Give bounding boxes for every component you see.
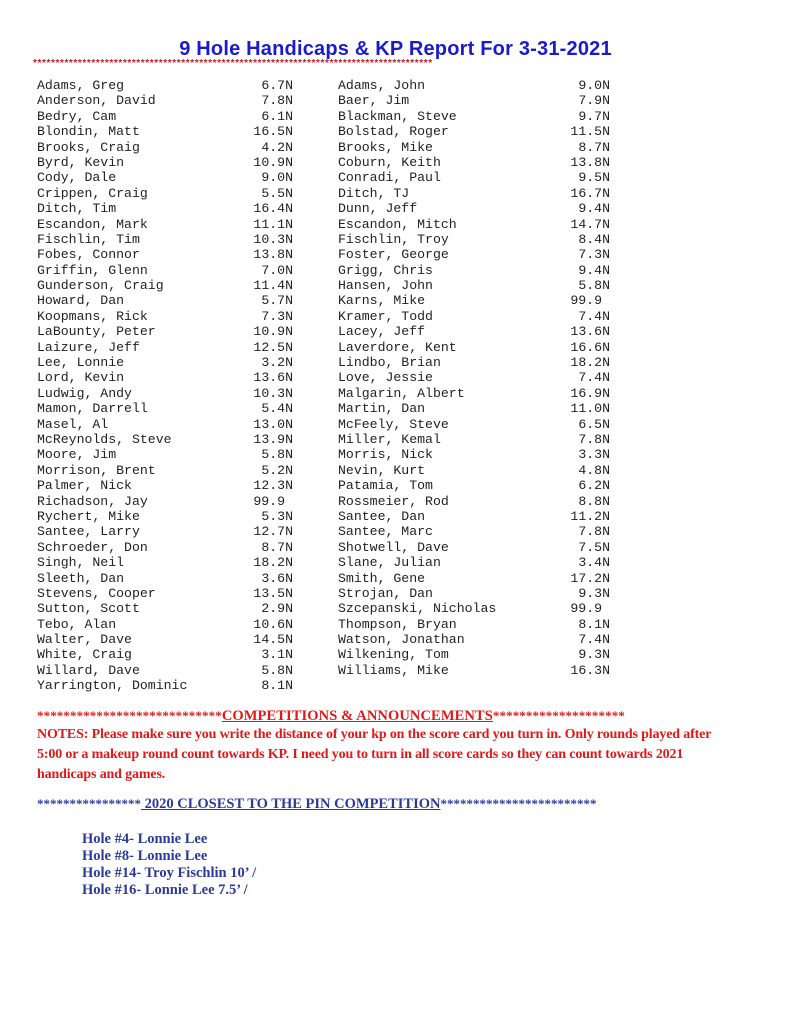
player-name: Singh, Neil [37,555,125,571]
handicap-row [37,93,293,108]
stars-before: **************** [37,796,141,811]
player-name: Byrd, Kevin [37,154,125,170]
player-name: Karns, Mike [338,293,426,309]
handicap-value: 3.3N [578,447,610,463]
handicap-value: 13.0N [253,416,293,432]
player-name: Sleeth, Dan [37,570,125,586]
handicap-value: 8.1N [261,678,293,694]
player-name: Mamon, Darrell [37,401,148,417]
player-name: LaBounty, Peter [37,324,156,340]
player-name: Cody, Dale [37,170,117,186]
player-name: Yarrington, Dominic [37,678,188,694]
player-name: Blackman, Steve [338,108,457,124]
player-name: Fischlin, Troy [338,231,449,247]
handicap-row [338,201,610,216]
handicap-value: 11.4N [253,278,293,294]
handicap-row [37,170,293,185]
player-name: Lord, Kevin [37,370,125,386]
player-name: Slane, Julian [338,555,441,571]
player-name: Lee, Lonnie [37,355,125,371]
handicap-row [37,201,293,216]
handicap-value: 14.7N [570,216,610,232]
player-name: Blondin, Matt [37,124,140,140]
handicap-row [37,540,293,555]
handicap-value: 8.7N [261,539,293,555]
handicap-value: 6.2N [578,478,610,494]
handicap-row [37,478,293,493]
player-name: Love, Jessie [338,370,433,386]
page-title: 9 Hole Handicaps & KP Report For 3-31-2021 [179,38,612,60]
handicap-value: 7.8N [261,93,293,109]
handicap-row [37,494,293,509]
handicap-value: 3.6N [261,570,293,586]
handicap-value: 99.9 [253,493,285,509]
handicap-value: 2.9N [261,601,293,617]
player-name: Morrison, Brent [37,462,156,478]
handicap-value: 99.9 [570,601,602,617]
player-name: Smith, Gene [338,570,426,586]
handicap-value: 9.0N [261,170,293,186]
handicap-value: 13.8N [253,247,293,263]
handicap-value: 16.7N [570,185,610,201]
handicap-value: 4.8N [578,462,610,478]
player-name: Crippen, Craig [37,185,148,201]
player-name: Santee, Marc [338,524,433,540]
handicap-row [37,247,293,262]
player-name: Anderson, David [37,93,156,109]
handicap-row [37,370,293,385]
handicap-value: 7.0N [261,262,293,278]
player-name: McReynolds, Steve [37,431,172,447]
handicap-row [37,140,293,155]
handicap-value: 6.1N [261,108,293,124]
player-name: Martin, Dan [338,401,426,417]
player-name: Koopmans, Rick [37,308,148,324]
header-divider: ***************************************************************************************** [33,58,433,69]
handicap-row [338,93,610,108]
stars-after: ************************ [440,796,597,811]
player-name: Kramer, Todd [338,308,433,324]
handicap-value: 7.8N [578,524,610,540]
handicap-row [338,155,610,170]
player-name: Santee, Larry [37,524,140,540]
handicap-row [37,647,293,662]
handicap-value: 7.9N [578,93,610,109]
player-name: Stevens, Cooper [37,585,156,601]
player-name: Patamia, Tom [338,478,433,494]
handicap-row [37,124,293,139]
handicap-row [338,617,610,632]
player-name: Williams, Mike [338,662,449,678]
handicap-row [37,524,293,539]
handicap-row [338,494,610,509]
handicap-row [37,293,293,308]
player-name: Szcepanski, Nicholas [338,601,497,617]
handicap-value: 5.3N [261,508,293,524]
handicap-row [37,278,293,293]
player-name: White, Craig [37,647,132,663]
handicap-value: 7.4N [578,370,610,386]
handicap-value: 99.9 [570,293,602,309]
handicap-value: 9.4N [578,262,610,278]
handicap-row [338,417,610,432]
handicap-value: 9.3N [578,647,610,663]
hole-winner: Hole #14- Troy Fischlin 10’ / [82,865,257,881]
handicap-row [338,309,610,324]
player-name: Bolstad, Roger [338,124,449,140]
handicap-value: 7.3N [578,247,610,263]
player-name: Howard, Dan [37,293,125,309]
handicap-row [338,401,610,416]
handicap-value: 13.8N [570,154,610,170]
handicap-value: 7.8N [578,431,610,447]
player-name: Rossmeier, Rod [338,493,449,509]
handicap-row [338,186,610,201]
handicap-row [37,186,293,201]
player-name: Morris, Nick [338,447,433,463]
handicap-row [338,524,610,539]
player-name: Foster, George [338,247,449,263]
player-name: Tebo, Alan [37,616,117,632]
announcements-title: COMPETITIONS & ANNOUNCEMENTS [221,708,493,724]
player-name: Lacey, Jeff [338,324,426,340]
handicap-row [338,663,610,678]
closest-to-pin-title: 2020 CLOSEST TO THE PIN COMPETITION [141,796,441,812]
player-name: Palmer, Nick [37,478,132,494]
handicap-value: 13.6N [253,370,293,386]
player-name: Malgarin, Albert [338,385,465,401]
player-name: Escandon, Mitch [338,216,457,232]
handicap-value: 8.1N [578,616,610,632]
handicap-value: 7.4N [578,632,610,648]
handicap-row [338,647,610,662]
handicap-row [338,571,610,586]
player-name: Shotwell, Dave [338,539,449,555]
player-name: Dunn, Jeff [338,201,418,217]
handicap-value: 18.2N [253,555,293,571]
hole-winner: Hole #4- Lonnie Lee [82,831,208,847]
handicap-value: 9.0N [578,78,610,93]
handicap-value: 8.7N [578,139,610,155]
handicap-row [338,263,610,278]
stars-after: ******************** [492,708,625,723]
player-name: Brooks, Mike [338,139,433,155]
handicap-value: 8.8N [578,493,610,509]
handicap-row [37,401,293,416]
player-name: Moore, Jim [37,447,117,463]
handicap-row [37,263,293,278]
handicap-row [37,355,293,370]
handicap-row [37,663,293,678]
handicap-row [37,586,293,601]
announcements-section [37,708,737,785]
handicap-value: 16.4N [253,201,293,217]
player-name: McFeely, Steve [338,416,449,432]
handicap-row [37,155,293,170]
handicap-row [338,555,610,570]
player-name: Adams, Greg [37,78,125,93]
handicap-row [338,124,610,139]
handicap-row [338,78,610,93]
handicap-row [338,232,610,247]
handicap-row [338,340,610,355]
handicap-row [338,247,610,262]
handicap-value: 11.1N [253,216,293,232]
handicap-row [338,293,610,308]
handicap-row [338,632,610,647]
player-name: Escandon, Mark [37,216,148,232]
handicap-row [338,432,610,447]
player-name: Nevin, Kurt [338,462,426,478]
handicap-row [37,509,293,524]
player-name: Fobes, Connor [37,247,140,263]
player-name: Santee, Dan [338,508,426,524]
handicap-value: 6.7N [261,78,293,93]
handicap-row [338,140,610,155]
player-name: Miller, Kemal [338,431,441,447]
announcements-heading [37,708,737,725]
player-name: Gunderson, Craig [37,278,164,294]
player-name: Thompson, Bryan [338,616,457,632]
player-name: Griffin, Glenn [37,262,148,278]
handicap-value: 5.8N [261,447,293,463]
handicap-value: 5.2N [261,462,293,478]
handicap-value: 16.6N [570,339,610,355]
handicap-value: 10.9N [253,154,293,170]
handicap-value: 16.3N [570,662,610,678]
handicap-row [37,309,293,324]
handicap-row [37,632,293,647]
handicap-value: 5.7N [261,293,293,309]
handicap-row [338,109,610,124]
handicap-value: 9.3N [578,585,610,601]
handicap-row [37,217,293,232]
handicap-value: 9.5N [578,170,610,186]
player-name: Schroeder, Don [37,539,148,555]
handicap-value: 12.7N [253,524,293,540]
hole-winners [82,831,737,899]
announcement-notes: NOTES: Please make sure you write the distance of your kp on the score card you turn in. Only rounds played after 5:00 or a makeup round count towards KP. I need you to turn in all score cards so they can count towards 2021 handicaps and games. [37,727,711,782]
handicap-row [37,78,293,93]
closest-to-pin-section [37,796,737,899]
handicap-row [37,571,293,586]
handicap-row [338,540,610,555]
handicap-value: 5.8N [261,662,293,678]
handicap-row [37,678,293,693]
handicap-value: 16.5N [253,124,293,140]
handicap-row [338,370,610,385]
player-name: Laverdore, Kent [338,339,457,355]
handicap-row [338,447,610,462]
stars-before: **************************** [37,708,222,723]
handicap-value: 3.2N [261,355,293,371]
handicap-row [37,340,293,355]
hole-winner: Hole #8- Lonnie Lee [82,848,208,864]
handicap-row [37,432,293,447]
player-name: Ditch, TJ [338,185,410,201]
player-name: Watson, Jonathan [338,632,465,648]
handicap-value: 5.5N [261,185,293,201]
handicap-value: 13.9N [253,431,293,447]
handicap-value: 6.5N [578,416,610,432]
handicap-value: 7.3N [261,308,293,324]
handicap-row [37,555,293,570]
handicap-value: 14.5N [253,632,293,648]
handicap-row [37,324,293,339]
handicap-row [338,324,610,339]
handicap-value: 7.5N [578,539,610,555]
handicap-value: 7.4N [578,308,610,324]
closest-to-pin-heading [37,796,737,813]
player-name: Walter, Dave [37,632,132,648]
player-name: Willard, Dave [37,662,140,678]
handicap-value: 12.5N [253,339,293,355]
handicap-row [37,109,293,124]
handicap-row [338,601,610,616]
player-name: Adams, John [338,78,426,93]
handicap-row [338,509,610,524]
handicap-row [37,463,293,478]
handicap-list-left [37,78,293,694]
player-name: Sutton, Scott [37,601,140,617]
handicap-row [338,386,610,401]
handicap-value: 3.1N [261,647,293,663]
handicap-row [37,447,293,462]
handicap-value: 11.0N [570,401,610,417]
handicap-value: 10.3N [253,385,293,401]
handicap-value: 10.3N [253,231,293,247]
handicap-value: 9.4N [578,201,610,217]
handicap-value: 10.9N [253,324,293,340]
player-name: Conradi, Paul [338,170,441,186]
player-name: Richadson, Jay [37,493,148,509]
handicap-row [37,601,293,616]
handicap-value: 4.2N [261,139,293,155]
handicap-value: 3.4N [578,555,610,571]
handicap-row [37,417,293,432]
player-name: Brooks, Craig [37,139,140,155]
handicap-row [338,170,610,185]
player-name: Masel, Al [37,416,109,432]
player-name: Coburn, Keith [338,154,441,170]
player-name: Lindbo, Brian [338,355,441,371]
handicap-row [338,278,610,293]
handicap-value: 12.3N [253,478,293,494]
handicap-row [338,463,610,478]
handicap-row [338,355,610,370]
player-name: Ludwig, Andy [37,385,132,401]
handicap-value: 18.2N [570,355,610,371]
handicap-value: 17.2N [570,570,610,586]
handicap-value: 13.6N [570,324,610,340]
player-name: Wilkening, Tom [338,647,449,663]
player-name: Fischlin, Tim [37,231,140,247]
player-name: Grigg, Chris [338,262,433,278]
handicap-row [338,217,610,232]
hole-winner: Hole #16- Lonnie Lee 7.5’ / [82,882,248,898]
handicap-row [37,617,293,632]
handicap-value: 5.8N [578,278,610,294]
handicap-value: 5.4N [261,401,293,417]
handicap-row [37,386,293,401]
handicap-value: 16.9N [570,385,610,401]
handicap-value: 11.5N [570,124,610,140]
handicap-value: 9.7N [578,108,610,124]
player-name: Bedry, Cam [37,108,117,124]
player-name: Ditch, Tim [37,201,117,217]
handicap-value: 8.4N [578,231,610,247]
handicap-list-right [338,78,610,678]
player-name: Baer, Jim [338,93,410,109]
handicap-row [338,478,610,493]
handicap-value: 11.2N [570,508,610,524]
handicap-row [37,232,293,247]
handicap-row [338,586,610,601]
player-name: Rychert, Mike [37,508,140,524]
handicap-value: 10.6N [253,616,293,632]
player-name: Laizure, Jeff [37,339,140,355]
handicap-value: 13.5N [253,585,293,601]
player-name: Hansen, John [338,278,433,294]
player-name: Strojan, Dan [338,585,433,601]
